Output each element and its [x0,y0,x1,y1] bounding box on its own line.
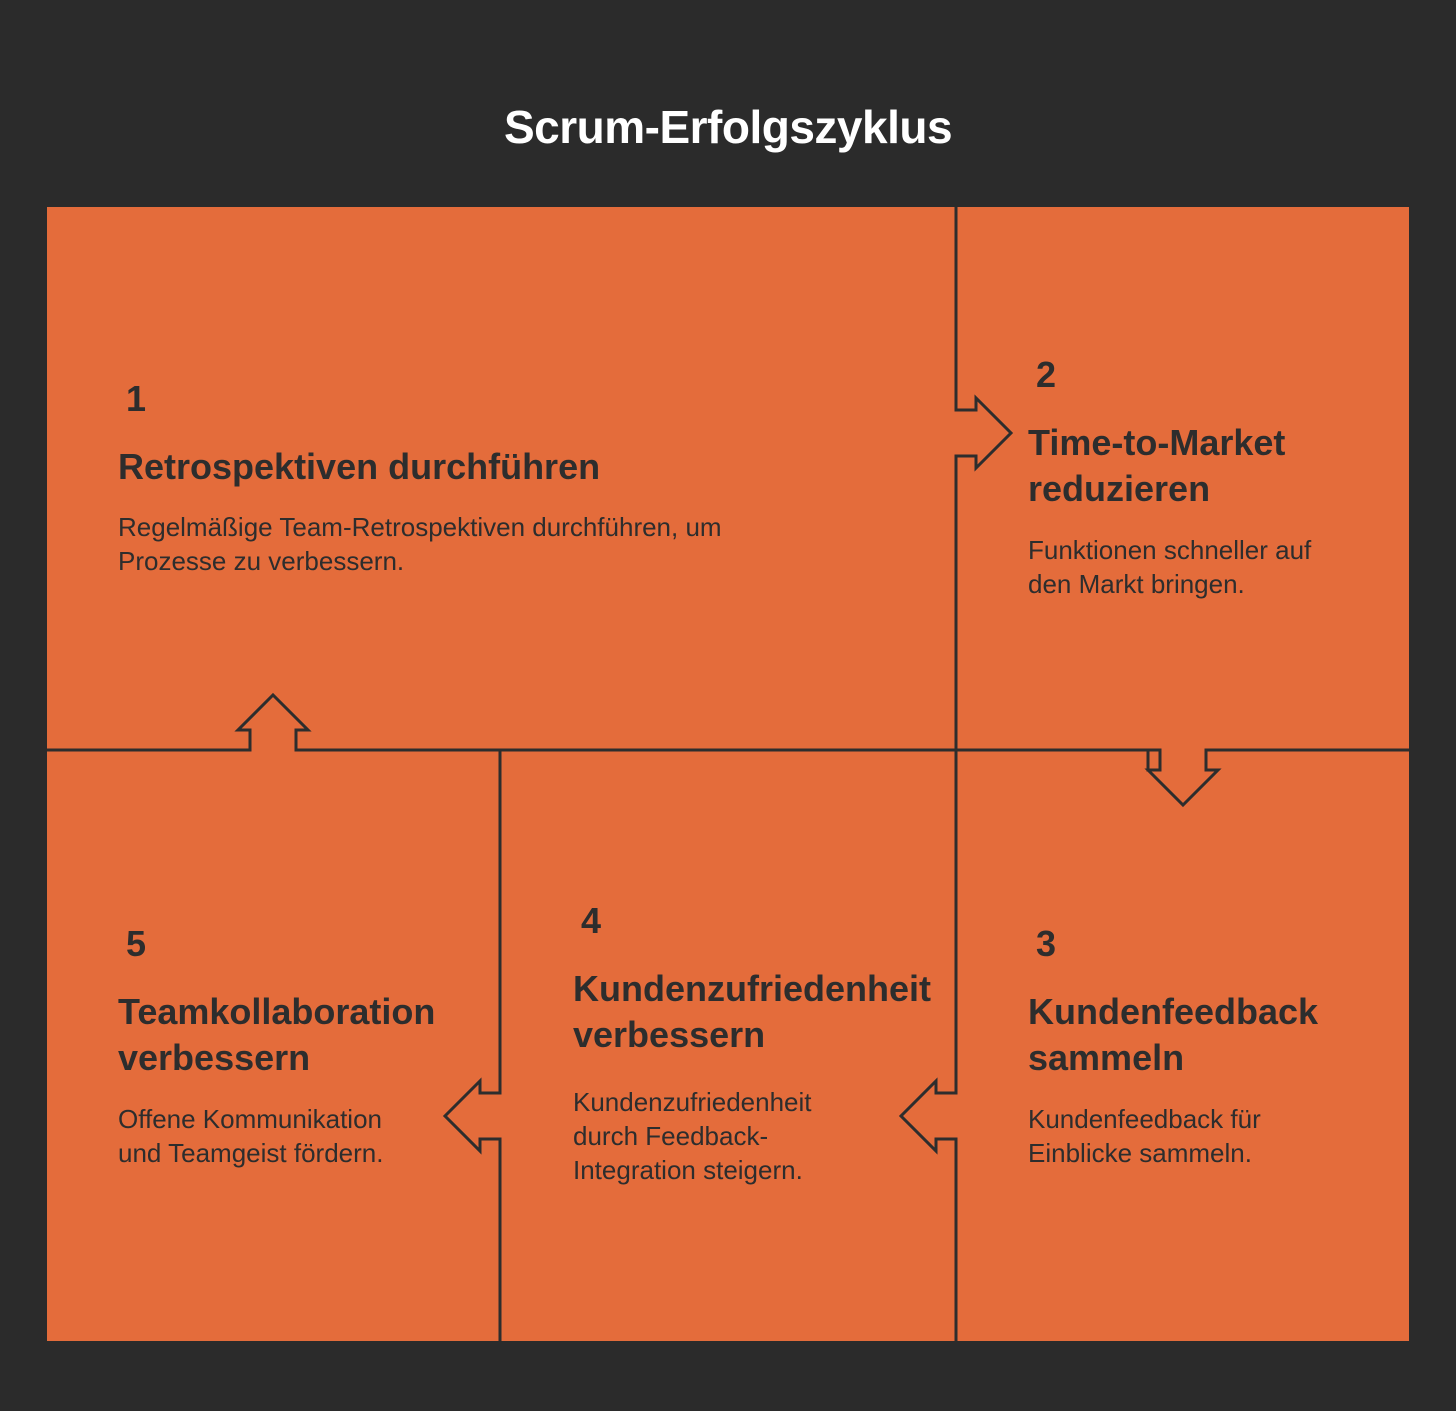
step-description: Kundenzufriedenheit durch Feedback- Integration steigern. [573,1087,812,1185]
step-heading: Teamkollaboration verbessern [118,991,436,1078]
step-number: 1 [126,378,147,419]
diagram-title: Scrum-Erfolgszyklus [503,101,953,153]
step-heading: Kundenfeedback sammeln [1028,991,1319,1078]
step-4 [573,900,951,1200]
step-number: 4 [581,900,602,941]
step-description: Offene Kommunikation und Teamgeist fördern. [118,1104,384,1168]
step-heading: Kundenzufriedenheit verbessern [573,968,931,1055]
step-5 [118,923,488,1183]
step-3 [1028,923,1398,1183]
step-number: 5 [126,923,147,964]
step-description: Funktionen schneller auf den Markt bringen. [1028,535,1312,599]
step-heading: Retrospektiven durchführen [118,446,601,487]
step-number: 2 [1036,354,1057,395]
step-1 [118,378,938,598]
step-number: 3 [1036,923,1057,964]
step-description: Kundenfeedback für Einblicke sammeln. [1028,1104,1261,1168]
step-description: Regelmäßige Team-Retrospektiven durchführen, um Prozesse zu verbessern. [118,512,722,576]
step-2 [1028,354,1398,614]
step-heading: Time-to-Market reduzieren [1028,422,1286,509]
